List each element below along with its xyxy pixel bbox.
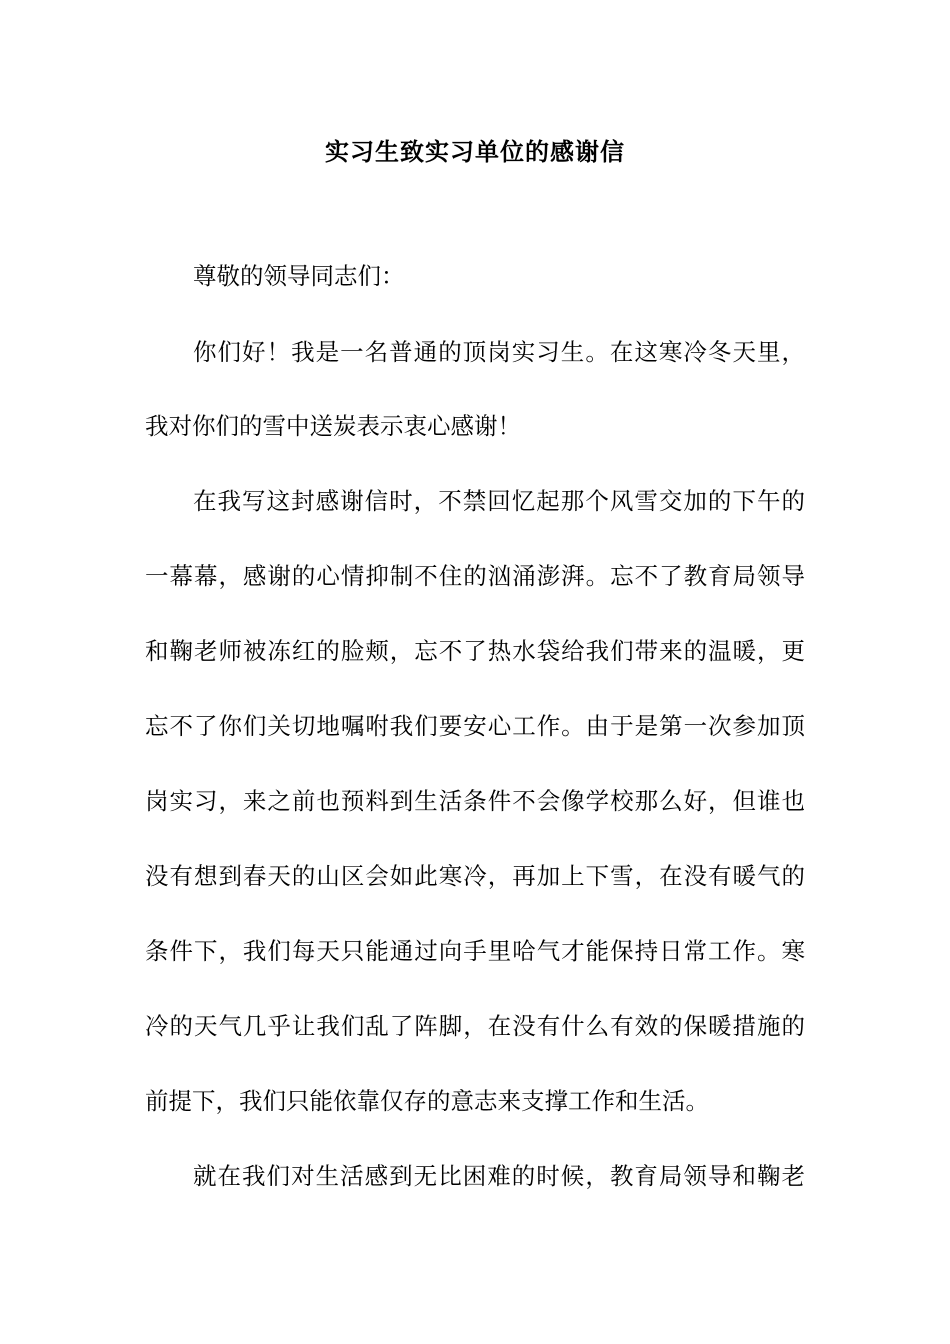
salutation-line: 尊敬的领导同志们： bbox=[193, 262, 405, 290]
body-text-line: 岗实习，来之前也预料到生活条件不会像学校那么好，但谁也 bbox=[145, 787, 805, 815]
body-text-line: 前提下，我们只能依靠仅存的意志来支撑工作和生活。 bbox=[145, 1087, 709, 1115]
body-text-line: 没有想到春天的山区会如此寒冷，再加上下雪，在没有暖气的 bbox=[145, 862, 805, 890]
document-title: 实习生致实习单位的感谢信 bbox=[325, 138, 625, 166]
body-text-line: 冷的天气几乎让我们乱了阵脚，在没有什么有效的保暖措施的 bbox=[145, 1012, 805, 1040]
body-text-line: 和鞠老师被冻红的脸颊，忘不了热水袋给我们带来的温暖，更 bbox=[145, 637, 805, 665]
body-text-line: 就在我们对生活感到无比困难的时候，教育局领导和鞠老 bbox=[193, 1162, 805, 1190]
body-text-line: 条件下，我们每天只能通过向手里哈气才能保持日常工作。寒 bbox=[145, 937, 805, 965]
body-text-line: 在我写这封感谢信时，不禁回忆起那个风雪交加的下午的 bbox=[193, 487, 805, 515]
body-text-line: 忘不了你们关切地嘱咐我们要安心工作。由于是第一次参加顶 bbox=[145, 712, 805, 740]
body-text-line: 你们好！我是一名普通的顶岗实习生。在这寒冷冬天里， bbox=[193, 338, 805, 366]
body-text-line: 我对你们的雪中送炭表示衷心感谢！ bbox=[145, 412, 521, 440]
body-text-line: 一幕幕，感谢的心情抑制不住的汹涌澎湃。忘不了教育局领导 bbox=[145, 562, 805, 590]
